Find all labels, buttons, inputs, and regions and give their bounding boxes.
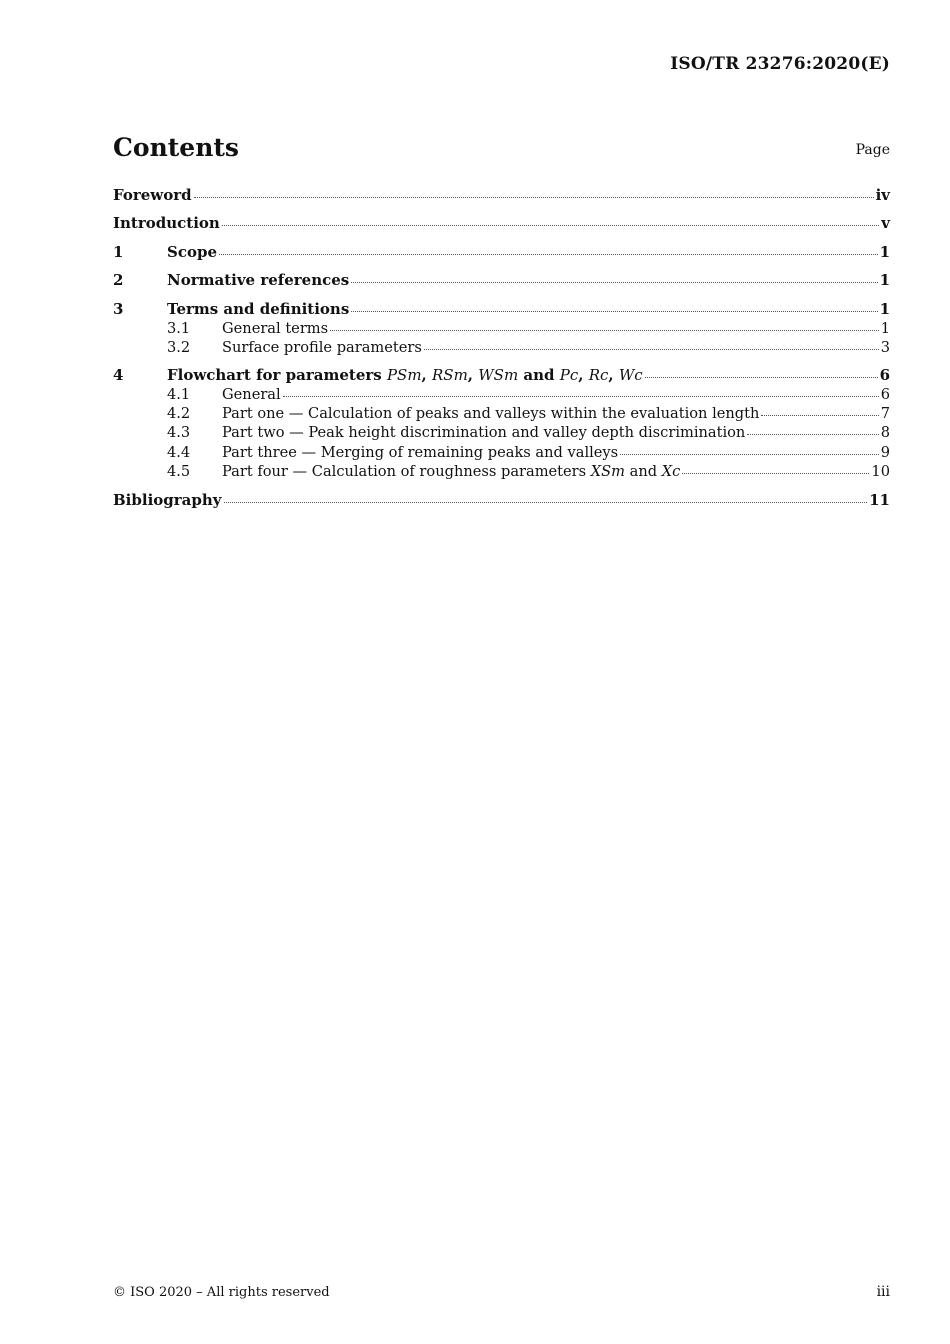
toc-entry-bibliography[interactable] — [113, 491, 890, 509]
toc-entry-page: 1 — [879, 243, 890, 261]
toc-entry-page: 6 — [880, 386, 890, 403]
toc-entry-number: 3 — [113, 300, 124, 318]
parameter-symbol: WSm — [478, 366, 519, 384]
toc-entry-terms-and-definitions[interactable] — [113, 300, 890, 318]
toc-entry-number: 4.1 — [167, 386, 191, 403]
leader-dots — [351, 282, 877, 283]
toc-entry-page: 8 — [880, 424, 890, 441]
title-text: Flowchart for parameters — [167, 366, 387, 384]
leader-dots — [761, 415, 878, 416]
toc-entry-title: Introduction — [113, 214, 220, 232]
toc-entry-title: Foreword — [113, 186, 192, 204]
toc-subentry-surface-profile-parameters[interactable] — [167, 339, 890, 356]
toc-entry-title: Surface profile parameters — [222, 339, 422, 356]
toc-entry-title: Part three — Merging of remaining peaks and valleys — [222, 444, 619, 461]
toc-subentry-part-one[interactable] — [167, 405, 890, 422]
toc-entry-flowchart[interactable] — [113, 366, 890, 384]
toc-subentry-part-three[interactable] — [167, 444, 890, 461]
toc-entry-page: 11 — [869, 491, 890, 509]
toc-entry-title: General terms — [222, 320, 329, 337]
parameter-symbol: Rc — [588, 366, 609, 384]
separator: , — [608, 366, 619, 384]
toc-entry-title: Part two — Peak height discrimination and valley depth discrimination — [222, 424, 746, 441]
toc-entry-number: 2 — [113, 271, 124, 289]
toc-entry-title — [222, 463, 680, 480]
toc-subentry-general[interactable] — [167, 386, 890, 403]
leader-dots — [682, 473, 869, 474]
toc-entry-page: 10 — [871, 463, 890, 480]
toc-entry-title: General — [222, 386, 281, 403]
toc-entry-page: 1 — [879, 271, 890, 289]
page-column-label: Page — [855, 142, 890, 158]
toc-subentry-part-two[interactable] — [167, 424, 890, 441]
toc-entry-page: 1 — [879, 300, 890, 318]
toc-entry-title — [167, 366, 643, 384]
contents-title: Contents — [113, 133, 240, 162]
leader-dots — [194, 197, 874, 198]
leader-dots — [224, 502, 868, 503]
separator: , — [467, 366, 479, 384]
parameter-symbol: RSm — [432, 366, 468, 384]
toc-entry-number: 3.2 — [167, 339, 191, 356]
parameter-symbol: Wc — [618, 366, 643, 384]
conjunction: and — [518, 366, 560, 384]
toc-entry-page: iv — [875, 186, 890, 204]
toc-entry-title: Normative references — [167, 271, 350, 289]
toc-entry-normative-references[interactable] — [113, 271, 890, 289]
toc-entry-title: Scope — [167, 243, 218, 261]
parameter-symbol: Xc — [661, 463, 681, 480]
leader-dots — [351, 311, 877, 312]
parameter-symbol: PSm — [386, 366, 422, 384]
toc-entry-page: v — [881, 214, 890, 232]
leader-dots — [330, 330, 879, 331]
toc-entry-number: 1 — [113, 243, 124, 261]
leader-dots — [283, 396, 879, 397]
conjunction: and — [625, 463, 662, 480]
title-text: Part four — Calculation of roughness parameters — [222, 463, 591, 480]
leader-dots — [219, 254, 878, 255]
toc-entry-number: 4 — [113, 366, 124, 384]
toc-entry-foreword[interactable] — [113, 186, 890, 204]
toc-entry-number: 4.5 — [167, 463, 191, 480]
toc-entry-number: 3.1 — [167, 320, 191, 337]
toc-entry-number: 4.4 — [167, 444, 191, 461]
leader-dots — [747, 434, 878, 435]
toc-entry-introduction[interactable] — [113, 214, 890, 232]
leader-dots — [620, 454, 879, 455]
toc-entry-page: 7 — [880, 405, 890, 422]
toc-entry-page: 9 — [880, 444, 890, 461]
page-number: iii — [876, 1284, 890, 1300]
leader-dots — [424, 349, 879, 350]
copyright-notice: © ISO 2020 – All rights reserved — [113, 1285, 330, 1300]
leader-dots — [222, 225, 879, 226]
toc-entry-title: Bibliography — [113, 491, 222, 509]
toc-entry-page: 6 — [879, 366, 890, 384]
toc-entry-page: 3 — [880, 339, 890, 356]
parameter-symbol: Pc — [559, 366, 579, 384]
toc-entry-number: 4.3 — [167, 424, 191, 441]
toc-subentry-general-terms[interactable] — [167, 320, 890, 337]
toc-entry-number: 4.2 — [167, 405, 191, 422]
document-id: ISO/TR 23276:2020(E) — [670, 54, 890, 74]
separator: , — [421, 366, 432, 384]
separator: , — [578, 366, 589, 384]
toc-entry-scope[interactable] — [113, 243, 890, 261]
toc-entry-title: Terms and definitions — [167, 300, 350, 318]
toc-subentry-part-four[interactable] — [167, 463, 890, 480]
leader-dots — [645, 377, 878, 378]
toc-entry-page: 1 — [880, 320, 890, 337]
parameter-symbol: XSm — [590, 463, 626, 480]
toc-entry-title: Part one — Calculation of peaks and valleys within the evaluation length — [222, 405, 760, 422]
